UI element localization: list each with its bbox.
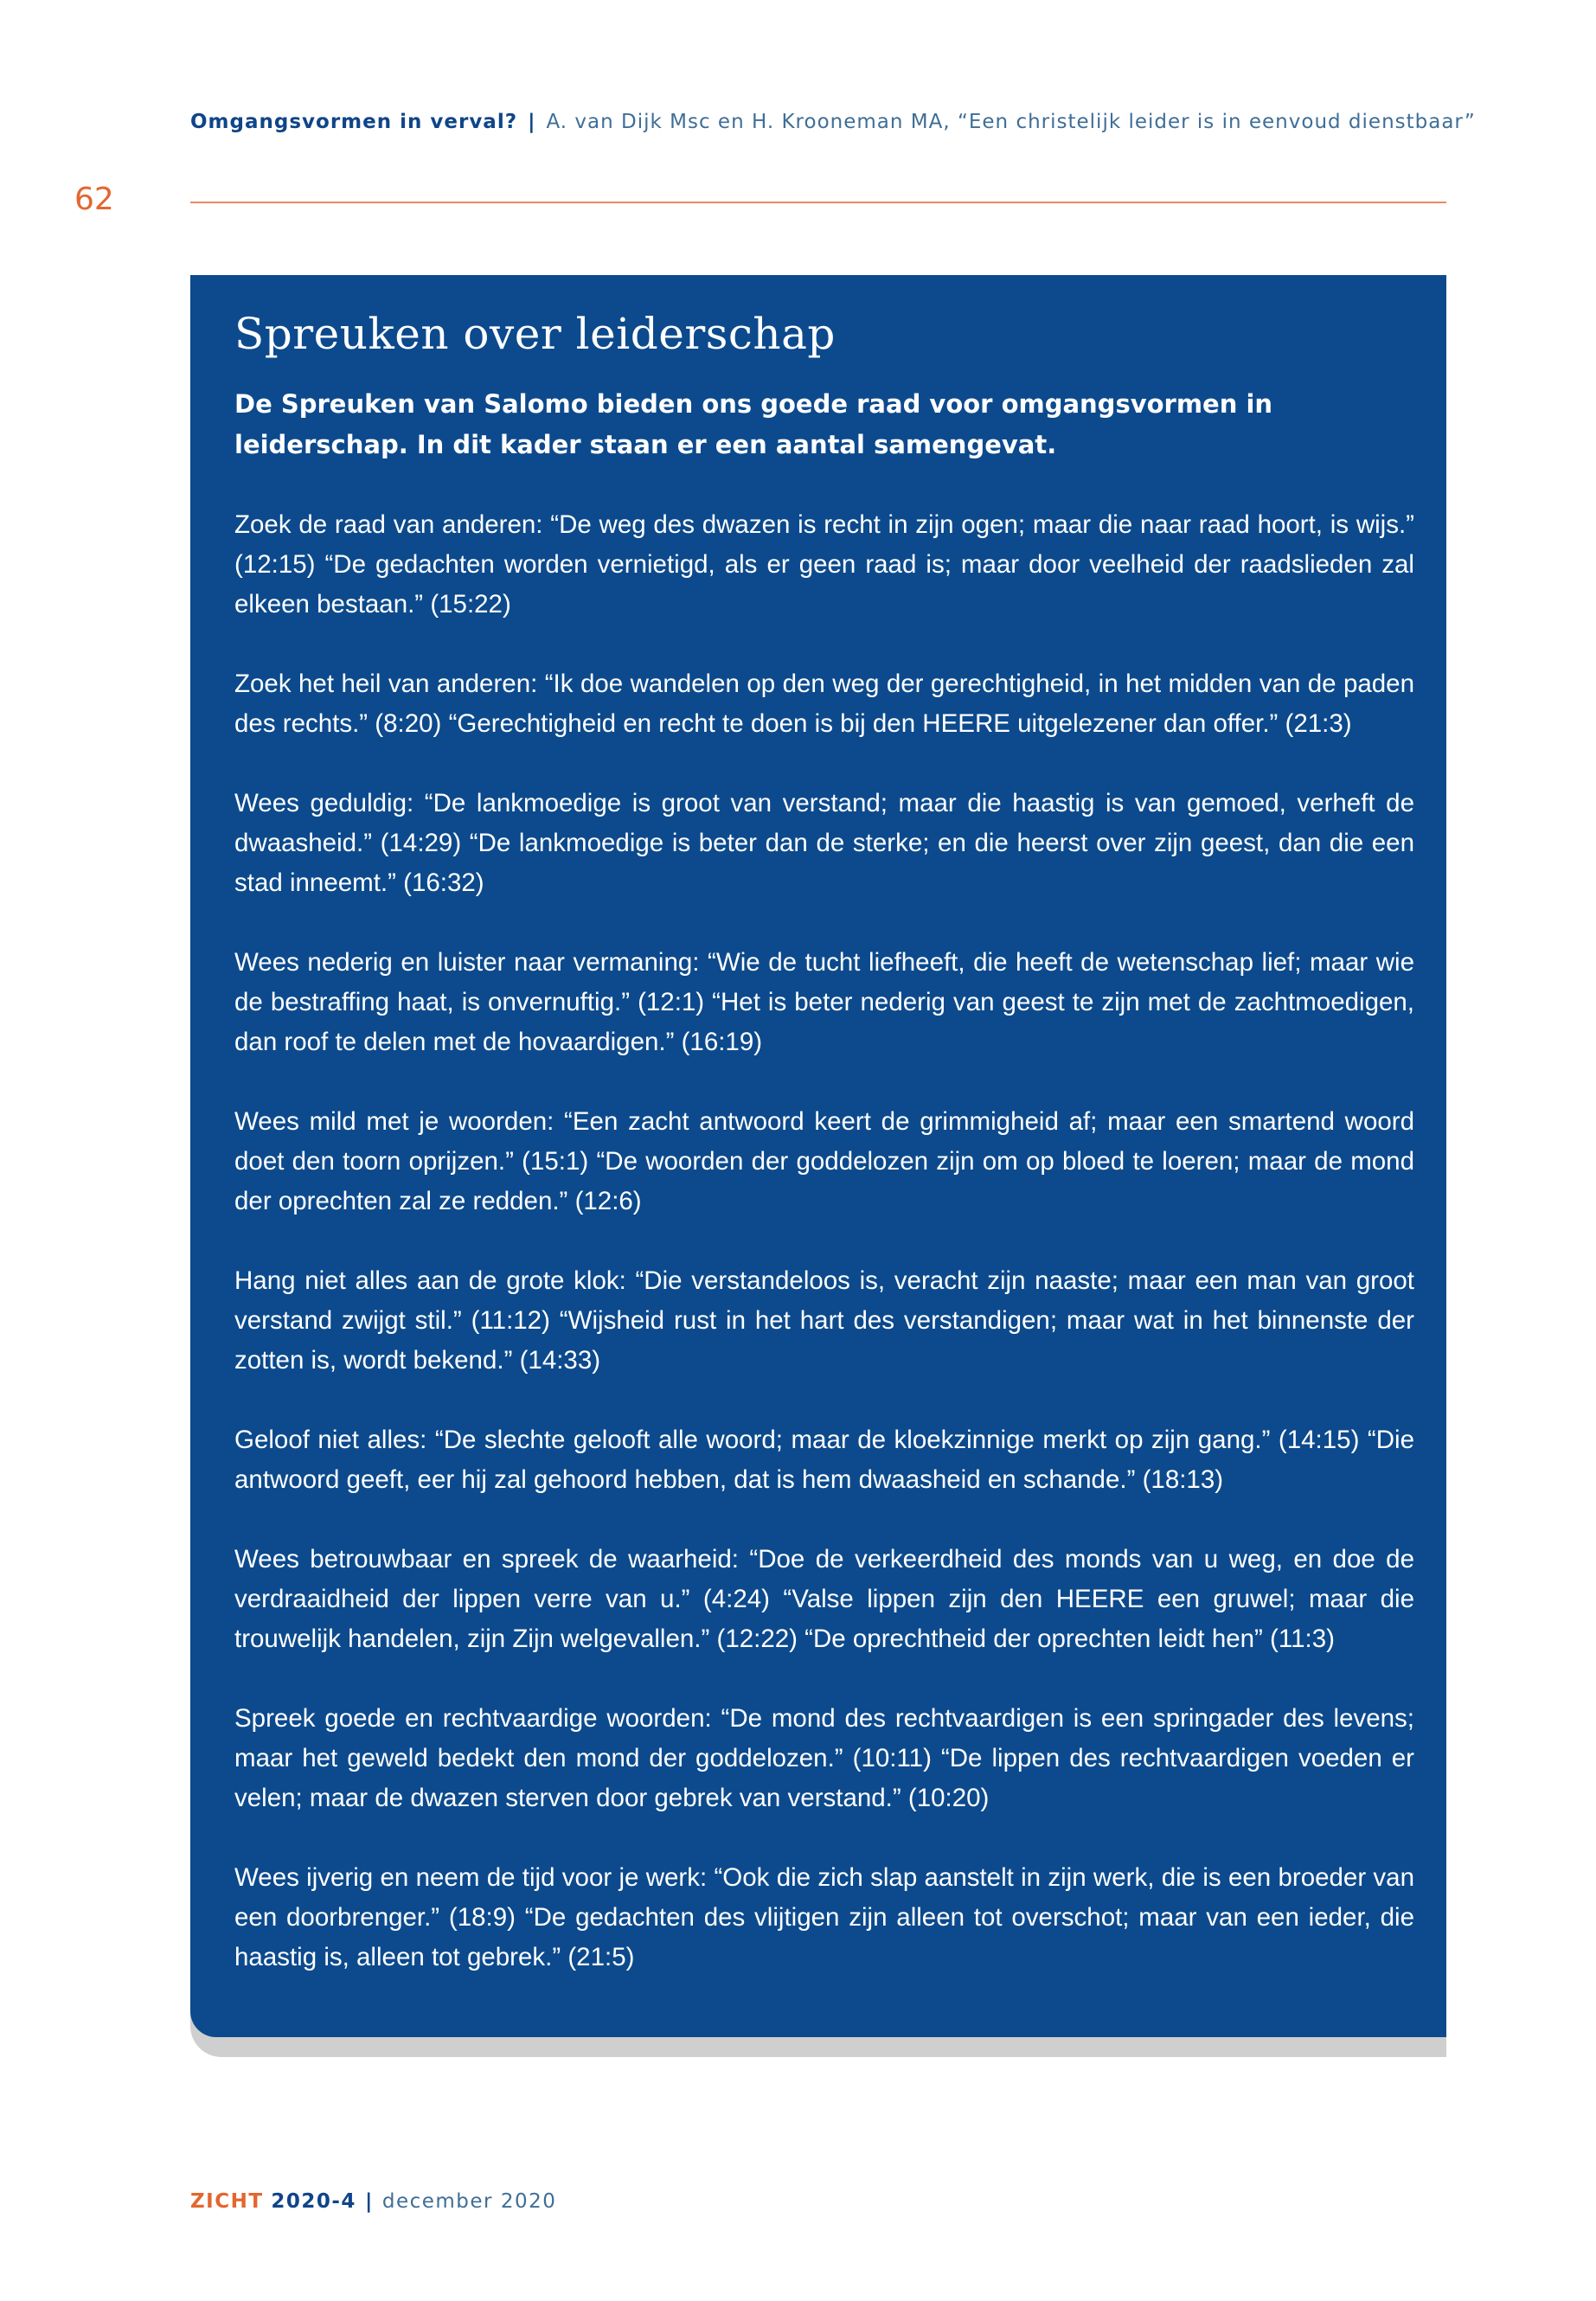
footer-separator: | xyxy=(364,2190,374,2213)
proverb-paragraph: Spreek goede en rechtvaardige woorden: “De mond des rechtvaardigen is een springader des levens; maar het geweld bedekt den mond der goddelozen.” (10:11) “De lippen des rechtvaardigen voeden er velen; maar de dwazen sterven door gebrek van verstand.” (10:20) xyxy=(234,1704,1414,1812)
proverb-paragraph: Geloof niet alles: “De slechte gelooft alle woord; maar de kloekzinnige merkt op zijn gang.” (14:15) “Die antwoord geeft, eer hij zal gehoord hebben, dat is hem dwaasheid en schande.” (18:13) xyxy=(234,1426,1414,1494)
page-footer xyxy=(190,2190,556,2213)
article-reference: A. van Dijk Msc en H. Krooneman MA, “Een christelijk leider is in eenvoud dienstbaar” xyxy=(546,111,1476,133)
proverb-paragraph: Hang niet alles aan de grote klok: “Die verstandeloos is, veracht zijn naaste; maar een man van groot verstand zwijgt stil.” (11:12) “Wijsheid rust in het hart des verstandigen; maar wat in het binnenste der zotten is, wordt bekend.” (14:33) xyxy=(234,1266,1414,1375)
proverb-paragraph: Wees nederig en luister naar vermaning: “Wie de tucht liefheeft, die heeft de wetenschap lief; maar wie de bestraffing haat, is onvernuftig.” (12:1) “Het is beter nederig van geest te zijn met de zachtmoedigen, dan roof te delen met de hovaardigen.” (16:19) xyxy=(234,948,1414,1056)
proverb-paragraph: Wees mild met je woorden: “Een zacht antwoord keert de grimmigheid af; maar een smartend woord doet den toorn oprijzen.” (15:1) “De woorden der goddelozen zijn om op bloed te loeren; maar de mond der oprechten zal ze redden.” (12:6) xyxy=(234,1107,1414,1215)
box-title: Spreuken over leiderschap xyxy=(234,309,836,359)
proverb-paragraph: Wees betrouwbaar en spreek de waarheid: “Doe de verkeerdheid des monds van u weg, en doe de verdraaidheid der lippen verre van u.” (4:24) “Valse lippen zijn den HEERE een gruwel; maar die trouwelijk handelen, zijn Zijn welgevallen.” (12:22) “De oprechtheid der oprechten leidt hen” (11:3) xyxy=(234,1545,1414,1653)
proverb-paragraph: Zoek de raad van anderen: “De weg des dwazen is recht in zijn ogen; maar die naar raad hoort, is wijs.” (12:15) “De gedachten worden vernietigd, als er geen raad is; maar door veelheid der raadslieden zal elkeen bestaan.” (15:22) xyxy=(234,510,1414,619)
box-intro: De Spreuken van Salomo bieden ons goede raad voor omgangsvormen in leiderschap. In dit kader staan er een aantal samengevat. xyxy=(234,389,1273,459)
proverb-paragraph: Zoek het heil van anderen: “Ik doe wandelen op den weg der gerechtigheid, in het midden van de paden des rechts.” (8:20) “Gerechtigheid en recht te doen is bij den HEERE uitgelezener dan offer.” (21:3) xyxy=(234,670,1414,738)
header-rule xyxy=(190,202,1446,203)
magazine-name: ZICHT xyxy=(190,2190,264,2213)
proverbs-box xyxy=(190,275,1446,2037)
proverb-paragraph: Wees ijverig en neem de tijd voor je werk: “Ook die zich slap aanstelt in zijn werk, die is een broeder van een doorbrenger.” (18:9) “De gedachten des vlijtigen zijn alleen tot overschot; maar van een ieder, die haastig is, alleen tot gebrek.” (21:5) xyxy=(234,1863,1414,1971)
running-header xyxy=(190,111,1476,133)
issue-number: 2020-4 xyxy=(271,2190,356,2213)
page-number: 62 xyxy=(74,182,114,217)
proverb-paragraph: Wees geduldig: “De lankmoedige is groot van verstand; maar die haastig is van gemoed, verheft de dwaasheid.” (14:29) “De lankmoedige is beter dan de sterke; en die heerst over zijn geest, dan die een stad inneemt.” (16:32) xyxy=(234,789,1414,897)
series-title: Omgangsvormen in verval? xyxy=(190,111,518,133)
issue-date: december 2020 xyxy=(381,2190,557,2213)
header-separator: | xyxy=(528,111,536,133)
